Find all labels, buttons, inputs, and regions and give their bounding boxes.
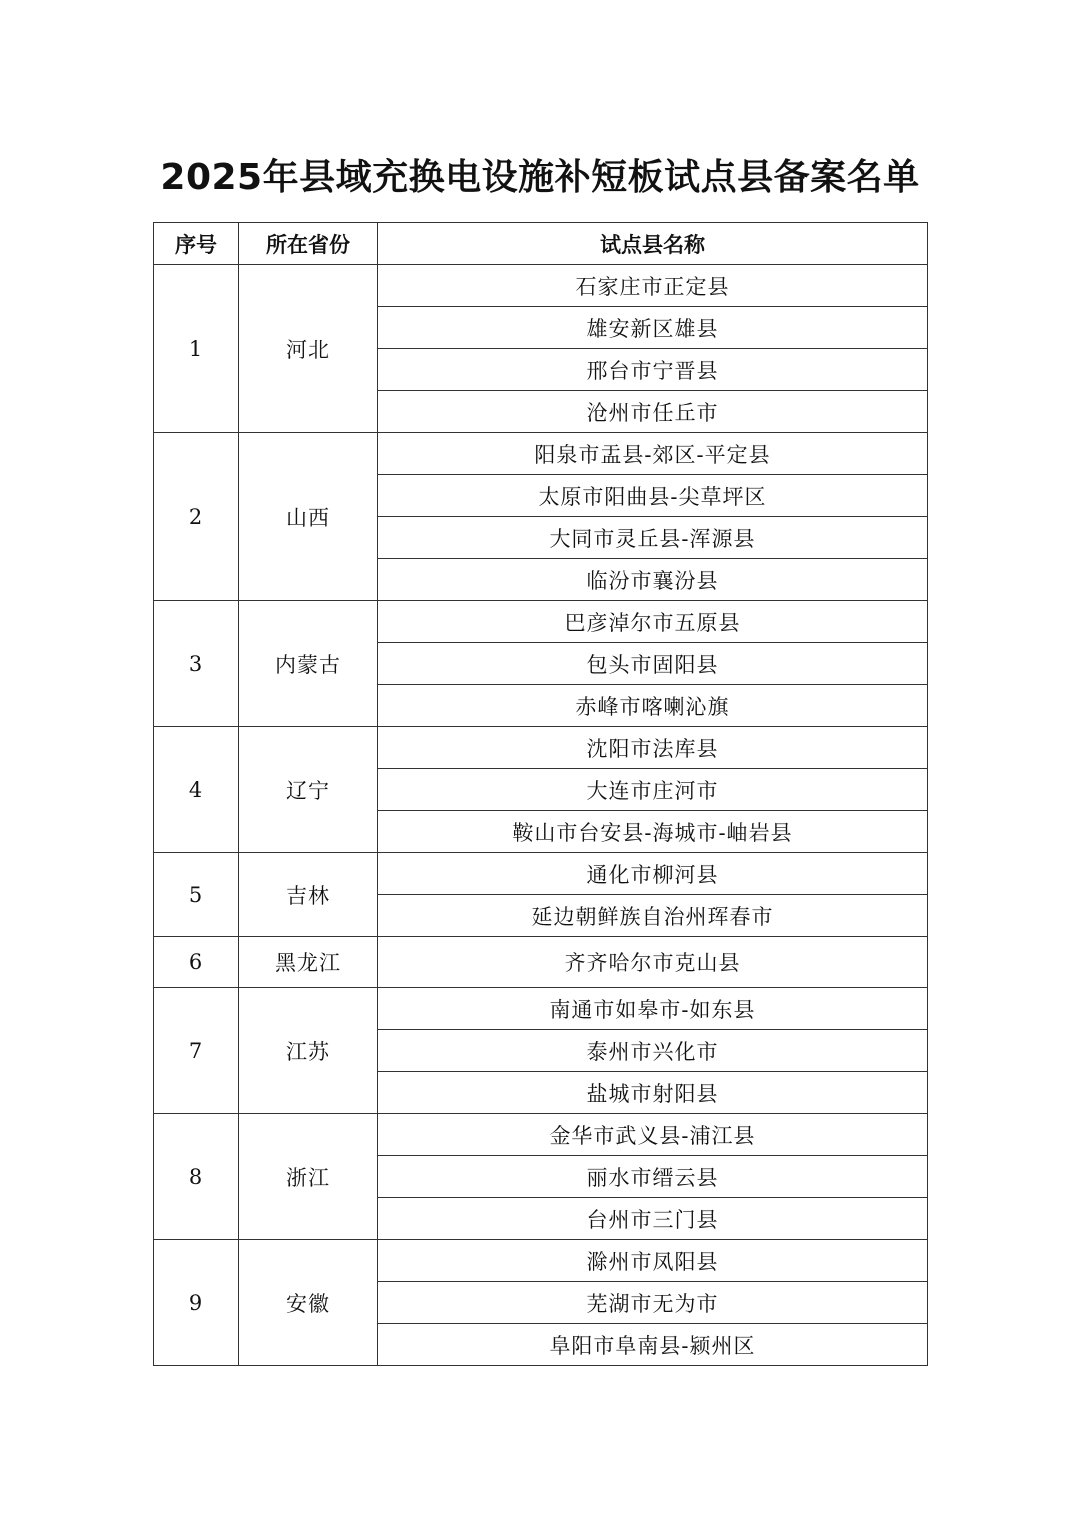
row-county-name: 金华市武义县-浦江县: [378, 1114, 928, 1156]
row-county-name: 沈阳市法库县: [378, 727, 928, 769]
row-county-name: 丽水市缙云县: [378, 1156, 928, 1198]
row-county-name: 赤峰市喀喇沁旗: [378, 685, 928, 727]
row-county-name: 台州市三门县: [378, 1198, 928, 1240]
row-county-name: 包头市固阳县: [378, 643, 928, 685]
header-index: 序号: [154, 223, 239, 265]
table-body: [154, 265, 928, 1366]
row-province: 辽宁: [239, 727, 378, 853]
row-province: 浙江: [239, 1114, 378, 1240]
row-province: 内蒙古: [239, 601, 378, 727]
row-province: 河北: [239, 265, 378, 433]
row-province: 江苏: [239, 988, 378, 1114]
row-county-name: 齐齐哈尔市克山县: [378, 937, 928, 988]
row-county-name: 太原市阳曲县-尖草坪区: [378, 475, 928, 517]
row-county-name: 延边朝鲜族自治州珲春市: [378, 895, 928, 937]
document-title: 2025年县域充换电设施补短板试点县备案名单: [160, 157, 920, 198]
row-county-name: 大同市灵丘县-浑源县: [378, 517, 928, 559]
row-county-name: 临汾市襄汾县: [378, 559, 928, 601]
row-county-name: 盐城市射阳县: [378, 1072, 928, 1114]
header-province: 所在省份: [239, 223, 378, 265]
table-row: [154, 1240, 928, 1282]
table-row: [154, 727, 928, 769]
row-index: 5: [154, 853, 239, 937]
table-row: [154, 853, 928, 895]
row-index: 2: [154, 433, 239, 601]
row-index: 1: [154, 265, 239, 433]
row-county-name: 邢台市宁晋县: [378, 349, 928, 391]
row-province: 吉林: [239, 853, 378, 937]
row-county-name: 大连市庄河市: [378, 769, 928, 811]
row-index: 8: [154, 1114, 239, 1240]
row-county-name: 通化市柳河县: [378, 853, 928, 895]
table-header-row: [154, 223, 928, 265]
row-county-name: 沧州市任丘市: [378, 391, 928, 433]
row-county-name: 滁州市凤阳县: [378, 1240, 928, 1282]
row-province: 山西: [239, 433, 378, 601]
row-index: 4: [154, 727, 239, 853]
row-province: 黑龙江: [239, 937, 378, 988]
pilot-county-table: [153, 222, 928, 1366]
row-index: 9: [154, 1240, 239, 1366]
table-row: [154, 937, 928, 988]
row-index: 6: [154, 937, 239, 988]
header-county-name: 试点县名称: [378, 223, 928, 265]
row-county-name: 鞍山市台安县-海城市-岫岩县: [378, 811, 928, 853]
row-county-name: 雄安新区雄县: [378, 307, 928, 349]
row-county-name: 阜阳市阜南县-颍州区: [378, 1324, 928, 1366]
table-row: [154, 1114, 928, 1156]
table-row: [154, 988, 928, 1030]
row-county-name: 石家庄市正定县: [378, 265, 928, 307]
table-row: [154, 601, 928, 643]
row-county-name: 芜湖市无为市: [378, 1282, 928, 1324]
row-county-name: 南通市如皋市-如东县: [378, 988, 928, 1030]
row-county-name: 巴彦淖尔市五原县: [378, 601, 928, 643]
table-row: [154, 433, 928, 475]
row-county-name: 泰州市兴化市: [378, 1030, 928, 1072]
row-index: 7: [154, 988, 239, 1114]
row-province: 安徽: [239, 1240, 378, 1366]
row-county-name: 阳泉市盂县-郊区-平定县: [378, 433, 928, 475]
table-row: [154, 265, 928, 307]
row-index: 3: [154, 601, 239, 727]
